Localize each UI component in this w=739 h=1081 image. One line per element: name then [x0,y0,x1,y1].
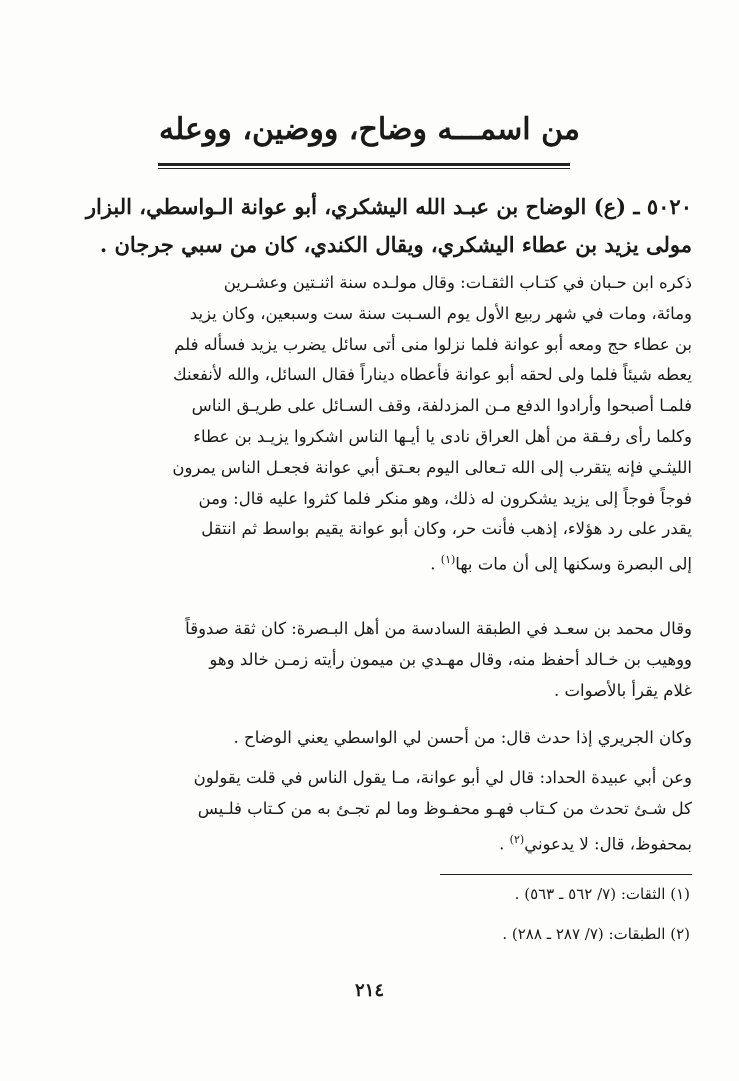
text-line: كل شـئ تحدث من كـتاب فهـو محفـوظ وما لم تجـئ به من كـتاب فلـيس [197,798,692,818]
text-line [56,545,692,580]
paragraph-abu-ubayda [56,763,692,860]
paragraph-jurayri [56,723,692,754]
footnote-2: (٢) الطبقات: (٧/ ٢٨٧ ـ ٢٨٨) . [502,925,690,943]
entry-line-2: مولى يزيد بن عطاء اليشكري، ويقال الكندي، كان من سبي جرجان . [99,232,692,257]
text-line: ومائة، ومات في شهر ربيع الأول يوم السـبت سنة ست وسبعين، وكان يزيد [189,303,692,323]
footnote-ref-1[interactable]: (١) [440,553,456,567]
text-line: وكلما رأى رفـقة من أهل العراق نادى يا أيـها الناس اشكروا يزيـد بن عطاء [193,426,692,446]
text-line: وعن أبي عبيدة الحداد: قال لي أبو عوانة، مـا يقول الناس في قلت يقولون [193,768,692,787]
biography-entry-header [40,188,692,264]
text-line: غلام يقرأ بالأصوات . [554,680,692,700]
text-line: فلمـا أصبحوا وأرادوا الدفع مـن المزدلفة، وقف السـائل على طريـق الناس [191,396,692,416]
text-segment: بمحفوظ، قال: لا يدعوني [524,834,692,854]
paragraph-ibn-hibban [56,268,692,580]
entry-line-1: ٥٠٢٠ ـ (ع) الوضاح بن عبـد الله اليشكري، أبو عوانة الـواسطي، البزار [85,194,692,219]
text-line [56,825,692,860]
text-line: يقدر على رد هؤلاء، إذهب فأنت حر، وكان أبو عوانة يقيم بواسط ثم انتقل [201,519,692,539]
section-heading: من اسمـــه وضاح، ووضين، ووعله [158,112,580,147]
text-line: ذكره ابن حـبان في كتـاب الثقـات: وقال مولـده سنة اثنـتين وعشـرين [223,273,692,292]
heading-divider [158,163,570,169]
text-line: ووهيب بن خـالد أحفظ منه، وقال مهـدي بن ميمون رأيته زمـن خالد وهو [209,649,692,669]
footnote-divider [440,874,692,875]
paragraph-ibn-saad [56,614,692,706]
text-segment: . [499,834,510,854]
text-line: فوجاً فوجاً إلى يزيد يشكرون له ذلك، وهو منكر فلما كثروا عليه قال: ومن [198,488,692,508]
text-line: بن عطاء حج ومعه أبو عوانة فلما نزلوا منى أتى سائل يضرب يزيد فسأله فلم [174,334,692,354]
text-line: وكان الجريري إذا حدث قال: من أحسن لي الواسطي يعني الوضاح . [233,728,692,747]
text-segment: . [430,554,441,574]
footnote-1: (١) الثقات: (٧/ ٥٦٢ ـ ٥٦٣) . [514,885,690,903]
text-segment: إلى البصرة وسكنها إلى أن مات بها [455,554,692,574]
text-line: يعطه شيئاً فلما ولى لحقه أبو عوانة فأعطاه ديناراً فقال السائل، والله لأنفعنك [173,365,692,385]
text-line: وقال محمد بن سعـد في الطبقة السادسة من أهل البـصرة: كان ثقة صدوقاً [185,619,692,638]
text-line: الليثـي فإنه يتقرب إلى الله تـعالى اليوم بعـتق أبي عوانة فجعـل الناس يمرون [172,457,692,477]
page-number: ٢١٤ [354,980,384,1001]
footnote-ref-2[interactable]: (٢) [509,832,525,846]
